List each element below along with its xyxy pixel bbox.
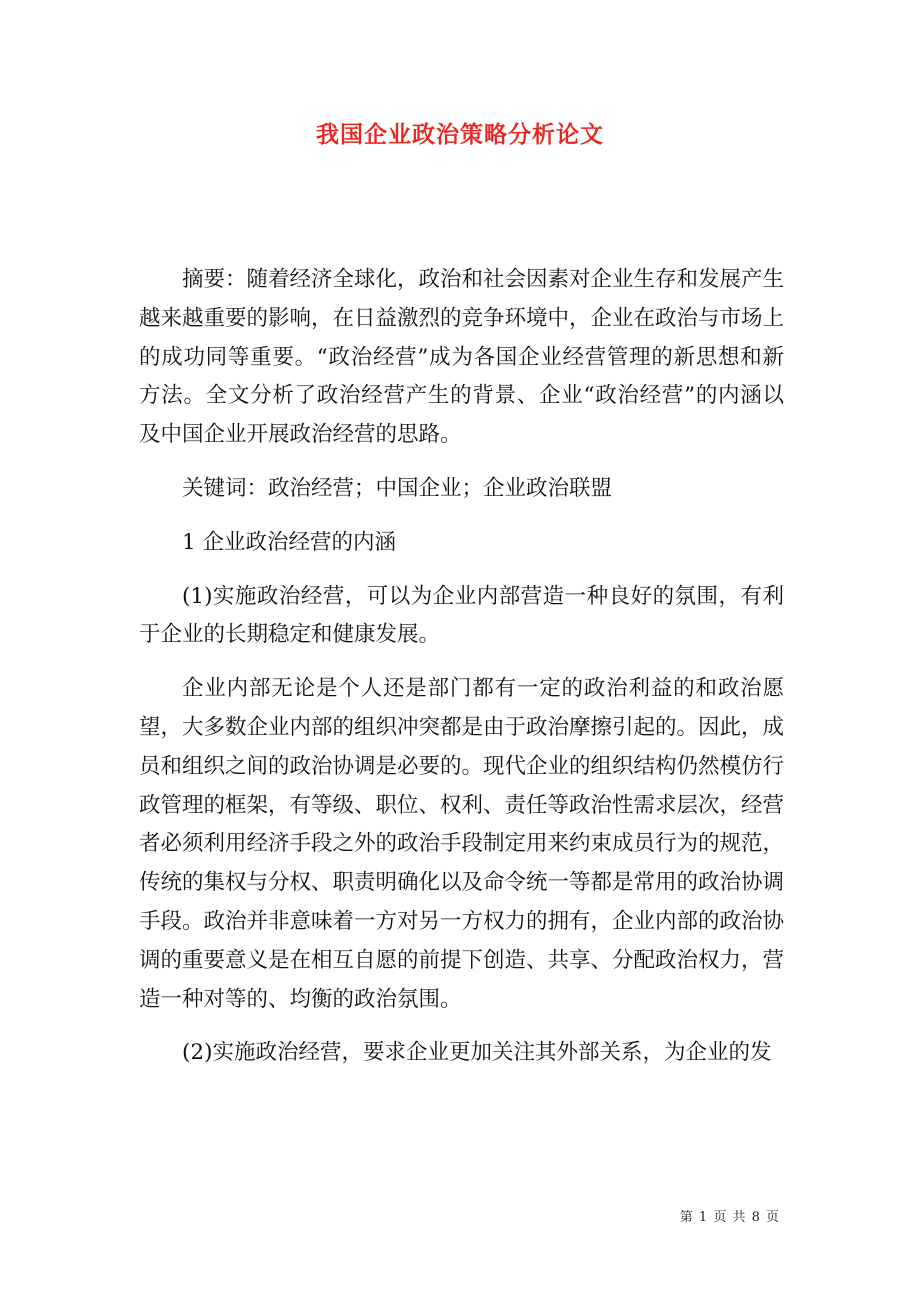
keywords-paragraph: 关键词：政治经营；中国企业；企业政治联盟 bbox=[182, 475, 613, 501]
document-body bbox=[139, 261, 784, 1088]
body-paragraph: (1)实施政治经营，可以为企业内部营造一种良好的氛围，有利于企业的长期稳定和健康发展。 bbox=[139, 583, 784, 648]
section-heading: 1 企业政治经营的内涵 bbox=[182, 529, 397, 555]
document-title: 我国企业政治策略分析论文 bbox=[316, 121, 604, 148]
page-number-footer: 第 1 页 共 8 页 bbox=[679, 1210, 780, 1225]
body-paragraph: (2)实施政治经营，要求企业更加关注其外部关系，为企业的发 bbox=[182, 1040, 772, 1066]
abstract-paragraph: 摘要：随着经济全球化，政治和社会因素对企业生存和发展产生越来越重要的影响，在日益激烈的竞争环境中，企业在政治与市场上的成功同等重要。“政治经营”成为各国企业经营管理的新思想和新方法。全文分析了政治经营产生的背景、企业“政治经营”的内涵以及中国企业开展政治经营的思路。 bbox=[139, 267, 785, 448]
body-paragraph: 企业内部无论是个人还是部门都有一定的政治利益的和政治愿望，大多数企业内部的组织冲突都是由于政治摩擦引起的。因此，成员和组织之间的政治协调是必要的。现代企业的组织结构仍然模仿行政管理的框架，有等级、职位、权利、责任等政治性需求层次，经营者必须利用经济手段之外的政治手段制定用来约束成员行为的规范，传统的集权与分权、职责明确化以及命令统一等都是常用的政治协调手段。政治并非意味着一方对另一方权力的拥有，企业内部的政治协调的重要意义是在相互自愿的前提下创造、共享、分配政治权力，营造一种对等的、均衡的政治氛围。 bbox=[139, 676, 785, 1012]
